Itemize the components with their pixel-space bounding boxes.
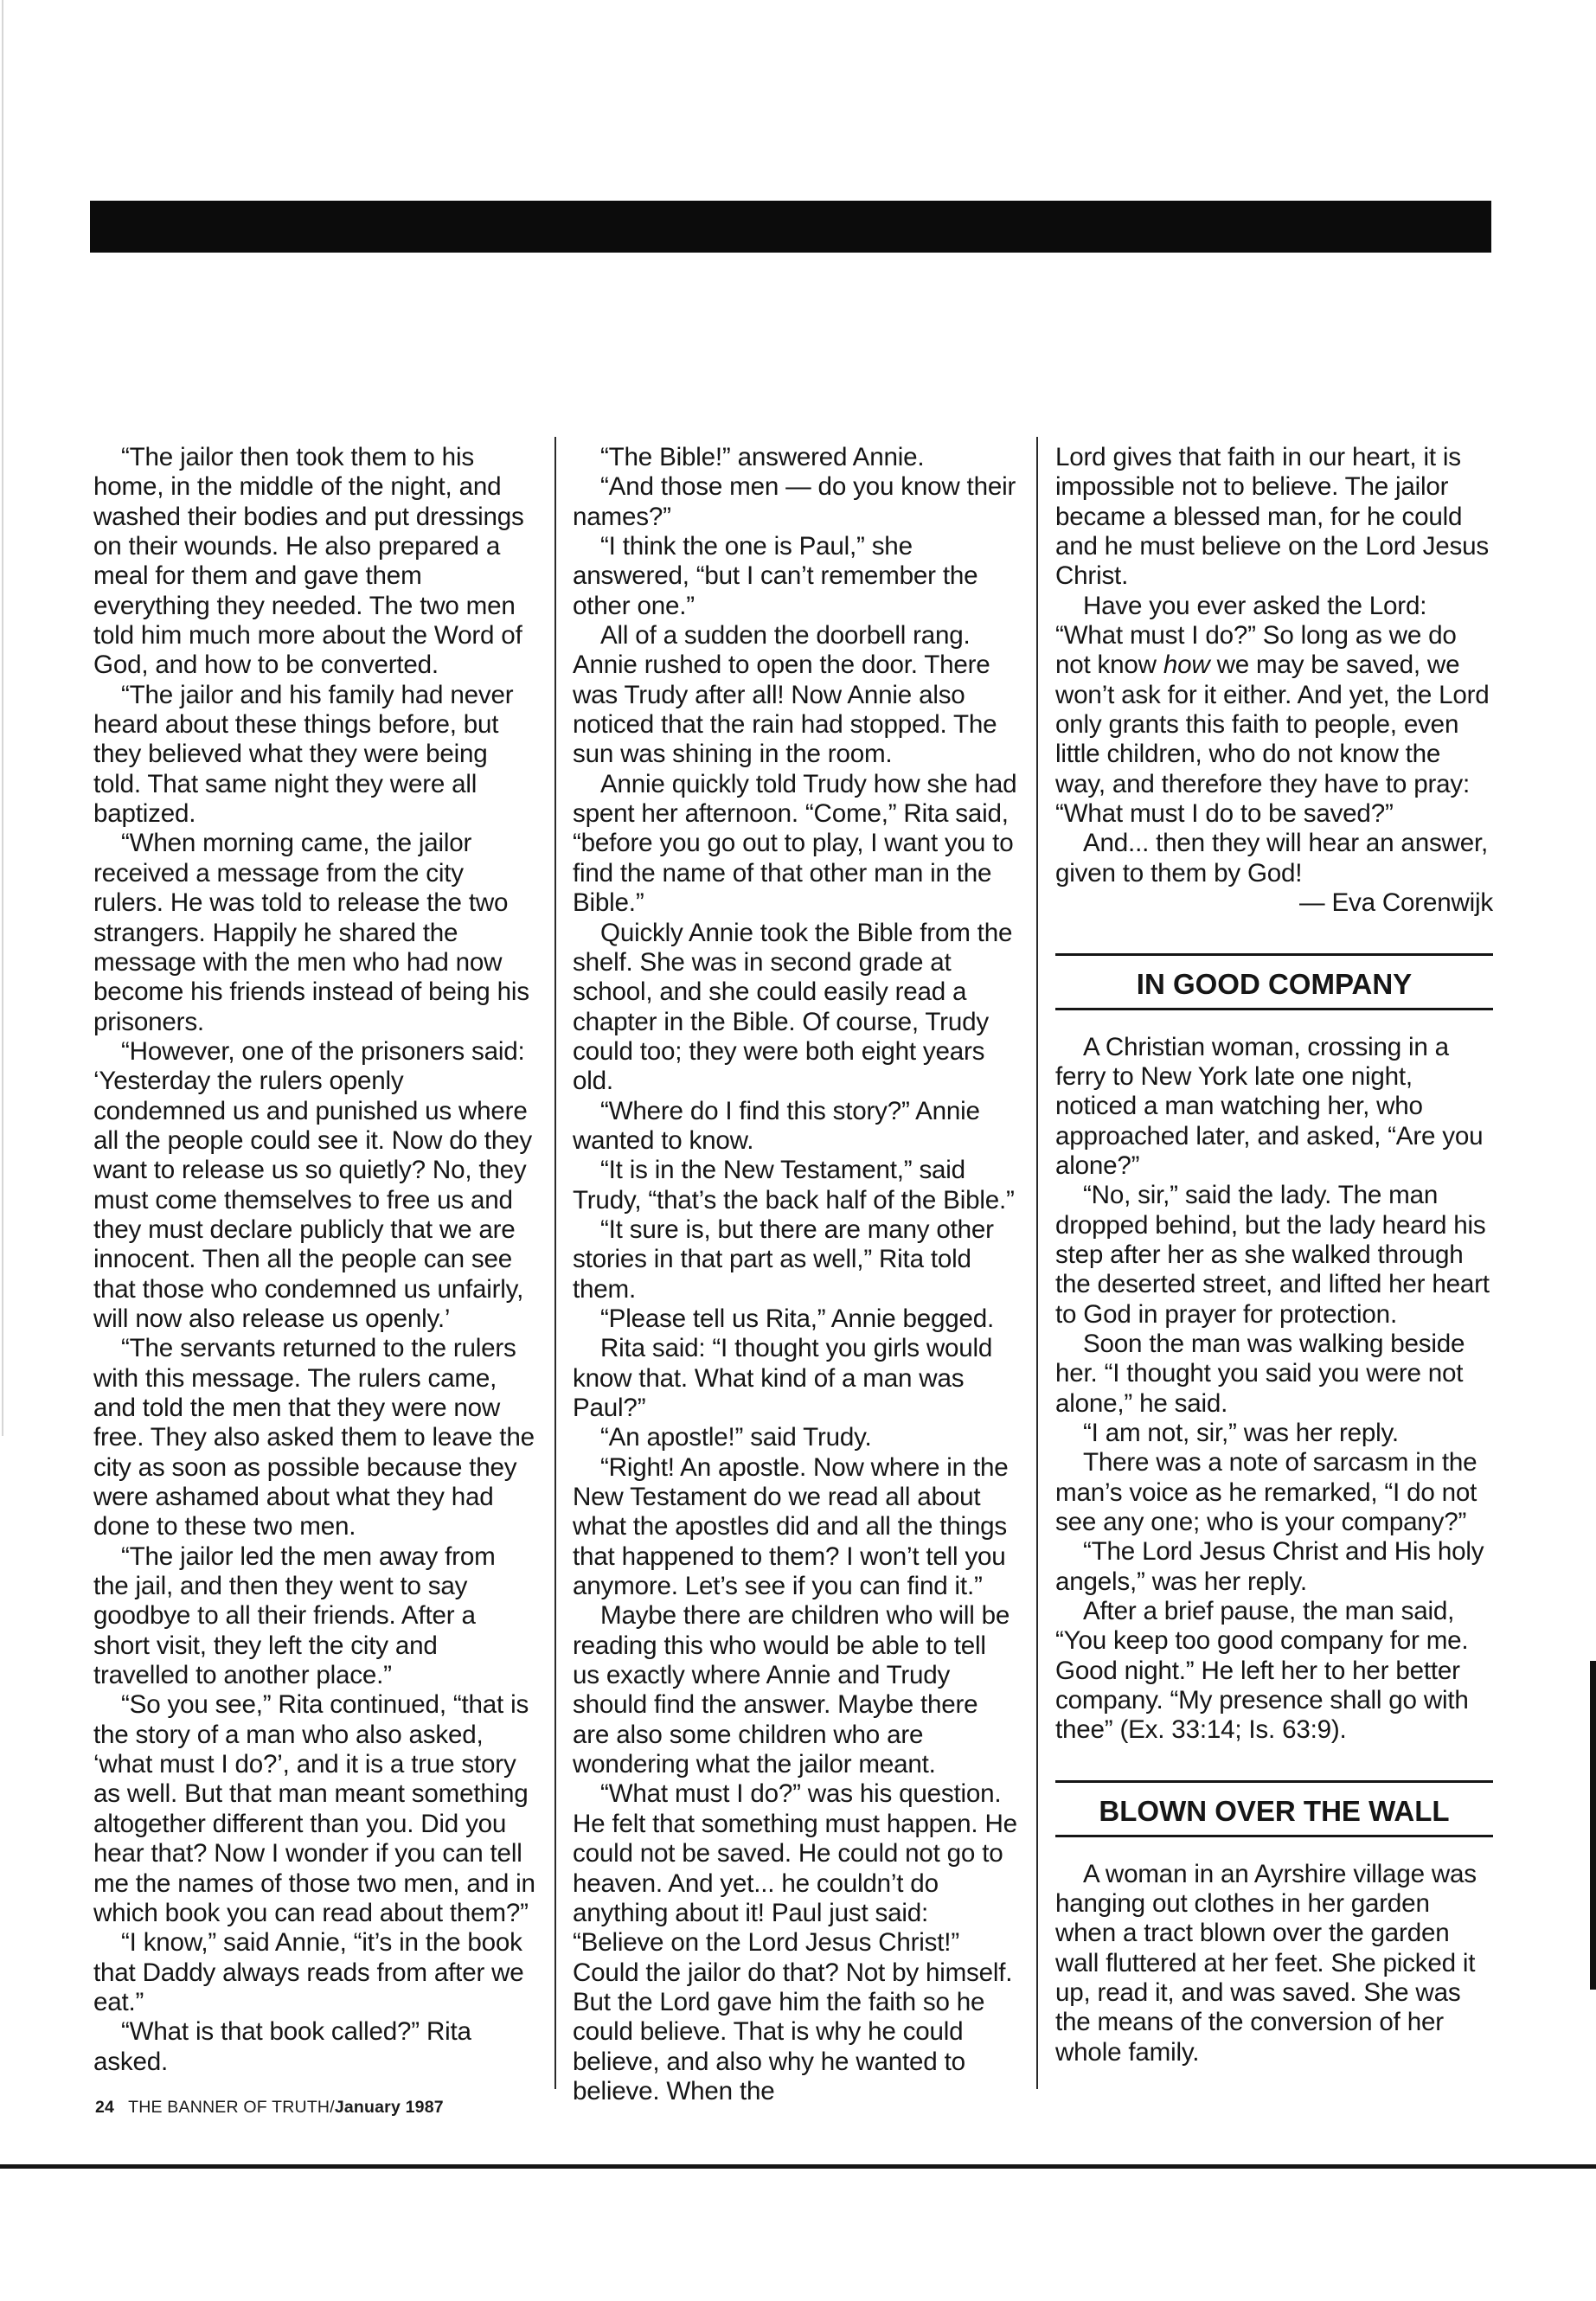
emphasis: how [1163, 651, 1210, 680]
section-heading-in-good-company: IN GOOD COMPANY [1055, 953, 1493, 1010]
continued-paragraph: Lord gives that faith in our heart, it is impossible not to believe. The jailor became a blessed man, for he could and he must believe on the Lord Jesus Christ. [1055, 443, 1489, 591]
paragraph: “I am not, sir,” was her reply. [1083, 1418, 1399, 1447]
paragraph: A woman in an Ayrshire village was hanging out clothes in her garden when a tract blown over the garden wall fluttered at her feet. She picked it up, read it, and was saved. She was the means of the conversion of her whole family. [1055, 1859, 1477, 2067]
paragraph: “I know,” said Annie, “it’s in the book that Daddy always reads from after we eat.” [93, 1928, 524, 2016]
column-divider [554, 437, 556, 2089]
scan-right-edge [1590, 1661, 1596, 1990]
paragraph: “So you see,” Rita continued, “that is the story of a man who also asked, ‘what must I do?’, and it is a true story as well. But that man meant something altogether different than you. Did you hear that? Now I wonder if you can tell me the names of those two men, and in which book you can read about them?” [93, 1690, 535, 1927]
paragraph: “However, one of the prisoners said: ‘Yesterday the rulers openly condemned us and punished us where all the people could see it. Now do they want to release us so quietly? No, they must come themselves to free us and they must declare publicly that we are innocent. Then all the people can see that those who condemned us unfairly, will now also release us openly.’ [93, 1036, 532, 1333]
paragraph: Rita said: “I thought you girls would know that. What kind of a man was Paul?” [573, 1334, 993, 1422]
author-signature: — Eva Corenwijk [1299, 888, 1493, 918]
paragraph: “It sure is, but there are many other stories in that part as well,” Rita told them. [573, 1215, 994, 1304]
paragraph: “No, sir,” said the lady. The man dropped behind, but the lady heard his step after her as she walked through the deserted street, and lifted her heart to God in prayer for protection. [1055, 1181, 1490, 1329]
page-number: 24 [95, 2098, 115, 2117]
column-2 [573, 443, 1017, 2106]
paragraph: All of a sudden the doorbell rang. Annie rushed to open the door. There was Trudy after all! Now Annie also noticed that the rain had stopped. The sun was shining in the room. [573, 621, 997, 769]
paragraph: “Right! An apostle. Now where in the New Testament do we read all about what the apostles did and all the things that happened to them? I won’t tell you anymore. Let’s see if you can find it.” [573, 1452, 1009, 1601]
paragraph: “I think the one is Paul,” she answered, “but I can’t remember the other one.” [573, 532, 978, 620]
paragraph: Quickly Annie took the Bible from the shelf. She was in second grade at school, and she could easily read a chapter in the Bible. Of course, Trudy could too; they were both eight years old. [573, 918, 1013, 1096]
page-footer [95, 2098, 444, 2118]
issue-date: January 1987 [334, 2098, 444, 2117]
column-3 [1055, 443, 1493, 2067]
paragraph: “The jailor and his family had never heard about these things before, but they believed what they were being told. That same night they were all baptized. [93, 680, 514, 829]
paragraph: Maybe there are children who will be reading this who would be able to tell us exactly where Annie and Trudy should find the answer. Maybe there are also some children who are wondering what the jailor meant. [573, 1601, 1010, 1779]
paragraph: Have you ever asked the Lord: “What must I do?” So long as we do not know how we may be saved, we won’t ask for it either. And yet, the Lord only grants this faith to people, even little children, who do not know the way, and therefore they have to pray: “What must I do to be saved?” [1055, 591, 1490, 829]
paragraph: A Christian woman, crossing in a ferry to New York late one night, noticed a man watching her, who approached later, and asked, “Are you alone?” [1055, 1032, 1484, 1180]
paragraph: “The jailor then took them to his home, in the middle of the night, and washed their bodies and put dressings on their wounds. He also prepared a meal for them and gave them everything they needed. The two men told him much more about the Word of God, and how to be converted. [93, 443, 524, 680]
paragraph: “The jailor led the men away from the jail, and then they went to say goodbye to all their friends. After a short visit, they left the city and travelled to another place.” [93, 1541, 496, 1690]
paragraph: “Where do I find this story?” Annie wanted to know. [573, 1096, 980, 1155]
paragraph: After a brief pause, the man said, “You keep too good company for me. Good night.” He left her to her better company. “My presence shall go with thee” (Ex. 33:14; Is. 63:9). [1055, 1597, 1469, 1745]
column-1 [93, 443, 536, 2077]
paragraph: “An apostle!” said Trudy. [600, 1423, 872, 1452]
paragraph: “The Lord Jesus Christ and His holy angels,” was her reply. [1055, 1537, 1484, 1596]
paragraph: “Please tell us Rita,” Annie begged. [600, 1304, 995, 1333]
section-heading-blown-over-the-wall: BLOWN OVER THE WALL [1055, 1780, 1493, 1837]
paragraph: “When morning came, the jailor received a message from the city rulers. He was told to release the two strangers. Happily he shared the message with the men who had now become his friends instead of being his prisoners. [93, 829, 529, 1036]
paragraph: “It is in the New Testament,” said Trudy, “that’s the back half of the Bible.” [573, 1156, 1015, 1215]
paragraph: And... then they will hear an answer, given to them by God! [1055, 829, 1489, 888]
scan-left-edge [2, 0, 3, 1436]
paragraph: Annie quickly told Trudy how she had spent her afternoon. “Come,” Rita said, “before you go out to play, I want you to find the name of that other man in the Bible.” [573, 769, 1017, 918]
paragraph: There was a note of sarcasm in the man’s voice as he remarked, “I do not see any one; who is your company?” [1055, 1448, 1477, 1536]
column-divider [1036, 437, 1038, 2089]
paragraph: Soon the man was walking beside her. “I thought you said you were not alone,” he said. [1055, 1329, 1465, 1418]
publication-name: THE BANNER OF TRUTH/ [128, 2098, 335, 2117]
paragraph: “The Bible!” answered Annie. [600, 443, 925, 471]
bottom-rule [0, 2164, 1596, 2169]
paragraph: “The servants returned to the rulers with this message. The rulers came, and told the men that they were now free. They also asked them to leave the city as soon as possible because they were ashamed about what they had done to these two men. [93, 1334, 535, 1541]
paragraph: “What must I do?” was his question. He felt that something must happen. He could not be saved. He could not go to heaven. And yet... he couldn’t do anything about it! Paul just said: “Believe on the Lord Jesus Christ!” Could the jailor do that? Not by himself. But the Lord gave him the faith so he could believe. That is why he could believe, and also why he wanted to believe. When the [573, 1779, 1017, 2106]
header-band [90, 201, 1491, 253]
paragraph: “And those men — do you know their names?” [573, 472, 1016, 531]
paragraph: “What is that book called?” Rita asked. [93, 2017, 471, 2076]
